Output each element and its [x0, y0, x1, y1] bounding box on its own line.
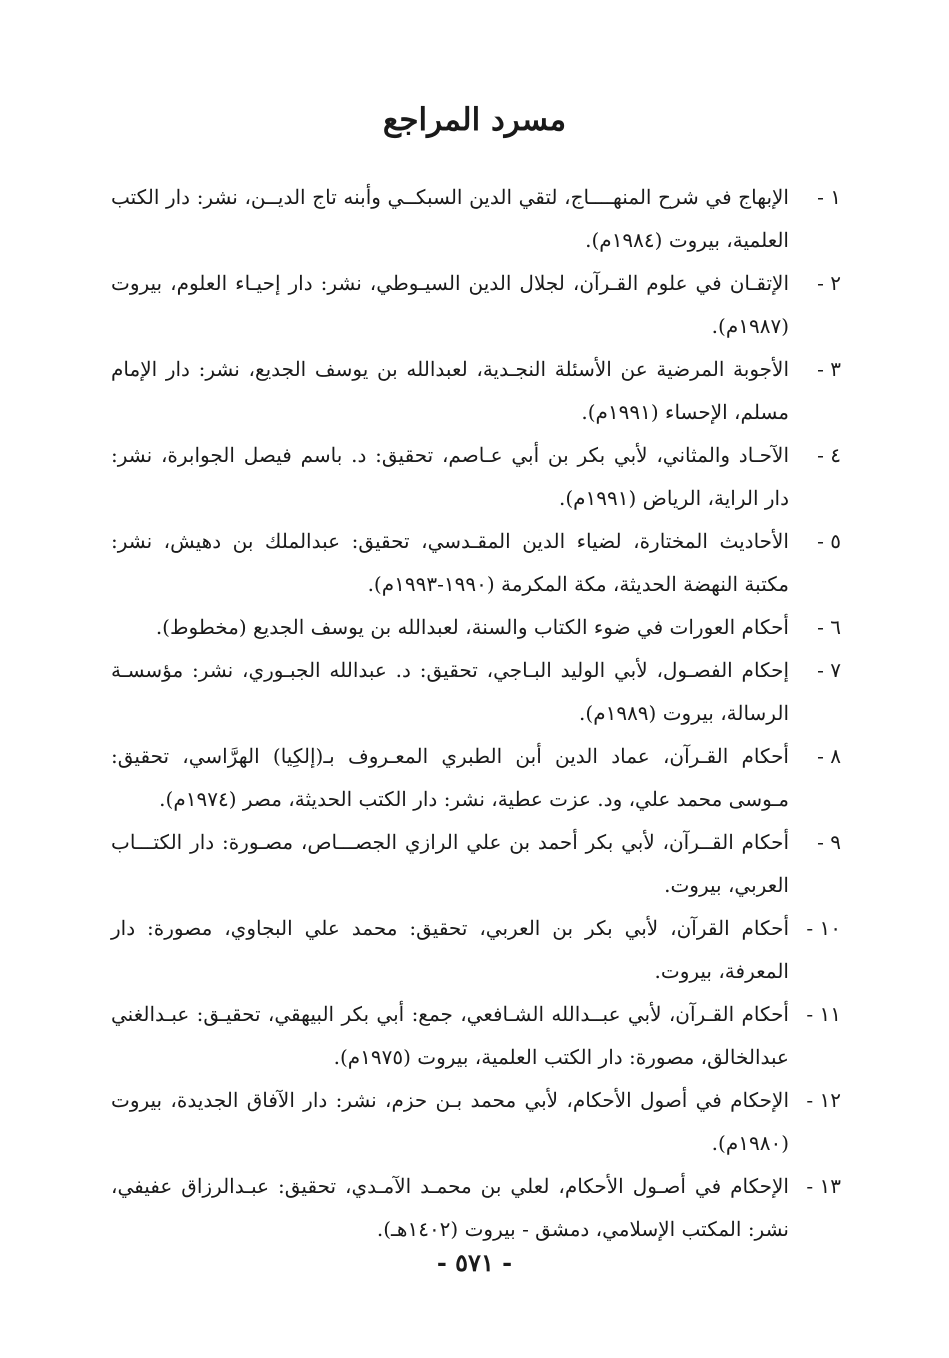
entry-text: الأحاديث المختارة، لضياء الدين المقـدسي، تحقيق: عبدالملك بن دهيش، نشر: مكتبة النهضة الحديثة، مكة المكرمة (١٩٩٠-١٩٩٣م).: [111, 529, 789, 596]
entry-text: أحكام القرآن، لأبي بكر بن العربي، تحقيق: محمد علي البجاوي، مصورة: دار المعرفة، بيروت.: [111, 916, 789, 983]
entry-text: الإحكام في أصول الأحكام، لأبي محمد بـن حزم، نشر: دار الآفاق الجديدة، بيروت (١٩٨٠م).: [111, 1088, 789, 1155]
reference-entry: [111, 262, 841, 348]
entry-number: ١ -: [817, 185, 841, 209]
entry-text: الأجوبة المرضية عن الأسئلة النجـدية، لعبدالله بن يوسف الجديع، نشر: دار الإمام مسلم، الإحساء (١٩٩١م).: [111, 357, 789, 424]
reference-entry: [111, 907, 841, 993]
reference-entry: [111, 1079, 841, 1165]
reference-entry: [111, 993, 841, 1079]
reference-entry: [111, 520, 841, 606]
entry-text: الآحـاد والمثاني، لأبي بكر بن أبي عـاصم، تحقيق: د. باسم فيصل الجوابرة، نشر: دار الراية، الرياض (١٩٩١م).: [111, 443, 789, 510]
references-list: [111, 176, 841, 1251]
entry-text: الإتقـان في علوم القـرآن، لجلال الدين السيـوطي، نشر: دار إحيـاء العلوم، بيروت (١٩٨٧م).: [111, 271, 790, 338]
entry-number: ١٣ -: [806, 1174, 841, 1198]
page-number: - ٥٧١ -: [436, 1248, 513, 1277]
entry-text: الإحكام في أصـول الأحكام، لعلي بن محمـد الآمـدي، تحقيق: عبـدالرزاق عفيفي، نشر: المكتب الإسلامي، دمشق - بيروت (١٤٠٢هـ).: [111, 1174, 789, 1241]
reference-entry: [111, 821, 841, 907]
reference-entry: [111, 606, 841, 649]
entry-number: ١١ -: [806, 1002, 841, 1026]
entry-text: أحكام القـرآن، عماد الدين أبن الطبري المعـروف بـ(إلكِيا) الهرَّاسي، تحقيق: مـوسى محمد علي، ود. عزت عطية، نشر: دار الكتب الحديثة، مصر (١٩٧٤م).: [111, 744, 789, 811]
entry-text: أحكام القــرآن، لأبي بكر أحمد بن علي الرازي الجصـــاص، مصـورة: دار الكتـــاب العربي، بيروت.: [111, 830, 789, 897]
reference-entry: [111, 176, 841, 262]
entry-number: ٢ -: [817, 271, 841, 295]
reference-entry: [111, 1165, 841, 1251]
page-title: مسرد المراجع: [382, 102, 567, 138]
entry-text: أحكام القـرآن، لأبي عبــدالله الشـافعي، جمع: أبي بكر البيهقي، تحقيـق: عبـدالغني عبدالخالق، مصورة: دار الكتب العلمية، بيروت (١٩٧٥م).: [111, 1002, 789, 1069]
entry-text: أحكام العورات في ضوء الكتاب والسنة، لعبدالله بن يوسف الجديع (مخطوط).: [155, 615, 789, 639]
reference-entry: [111, 649, 841, 735]
entry-number: ٧ -: [817, 658, 841, 682]
entry-number: ١٠ -: [806, 916, 841, 940]
reference-entry: [111, 434, 841, 520]
entry-number: ٤ -: [817, 443, 841, 467]
entry-number: ٣ -: [817, 357, 841, 381]
entry-text: إحكام الفصـول، لأبي الوليد البـاجي، تحقيق: د. عبدالله الجبـوري، نشر: مؤسسـة الرسالة، بيروت (١٩٨٩م).: [111, 658, 789, 725]
entry-number: ٥ -: [817, 529, 841, 553]
reference-entry: [111, 348, 841, 434]
entry-number: ٦ -: [817, 615, 841, 639]
entry-number: ٨ -: [817, 744, 841, 768]
entry-number: ١٢ -: [806, 1088, 841, 1112]
entry-number: ٩ -: [817, 830, 841, 854]
entry-text: الإبهاج في شرح المنهــــاج، لتقي الدين السبكــي وأبنه تاج الديــن، نشر: دار الكتب العلمية، بيروت (١٩٨٤م).: [111, 185, 789, 252]
reference-entry: [111, 735, 841, 821]
